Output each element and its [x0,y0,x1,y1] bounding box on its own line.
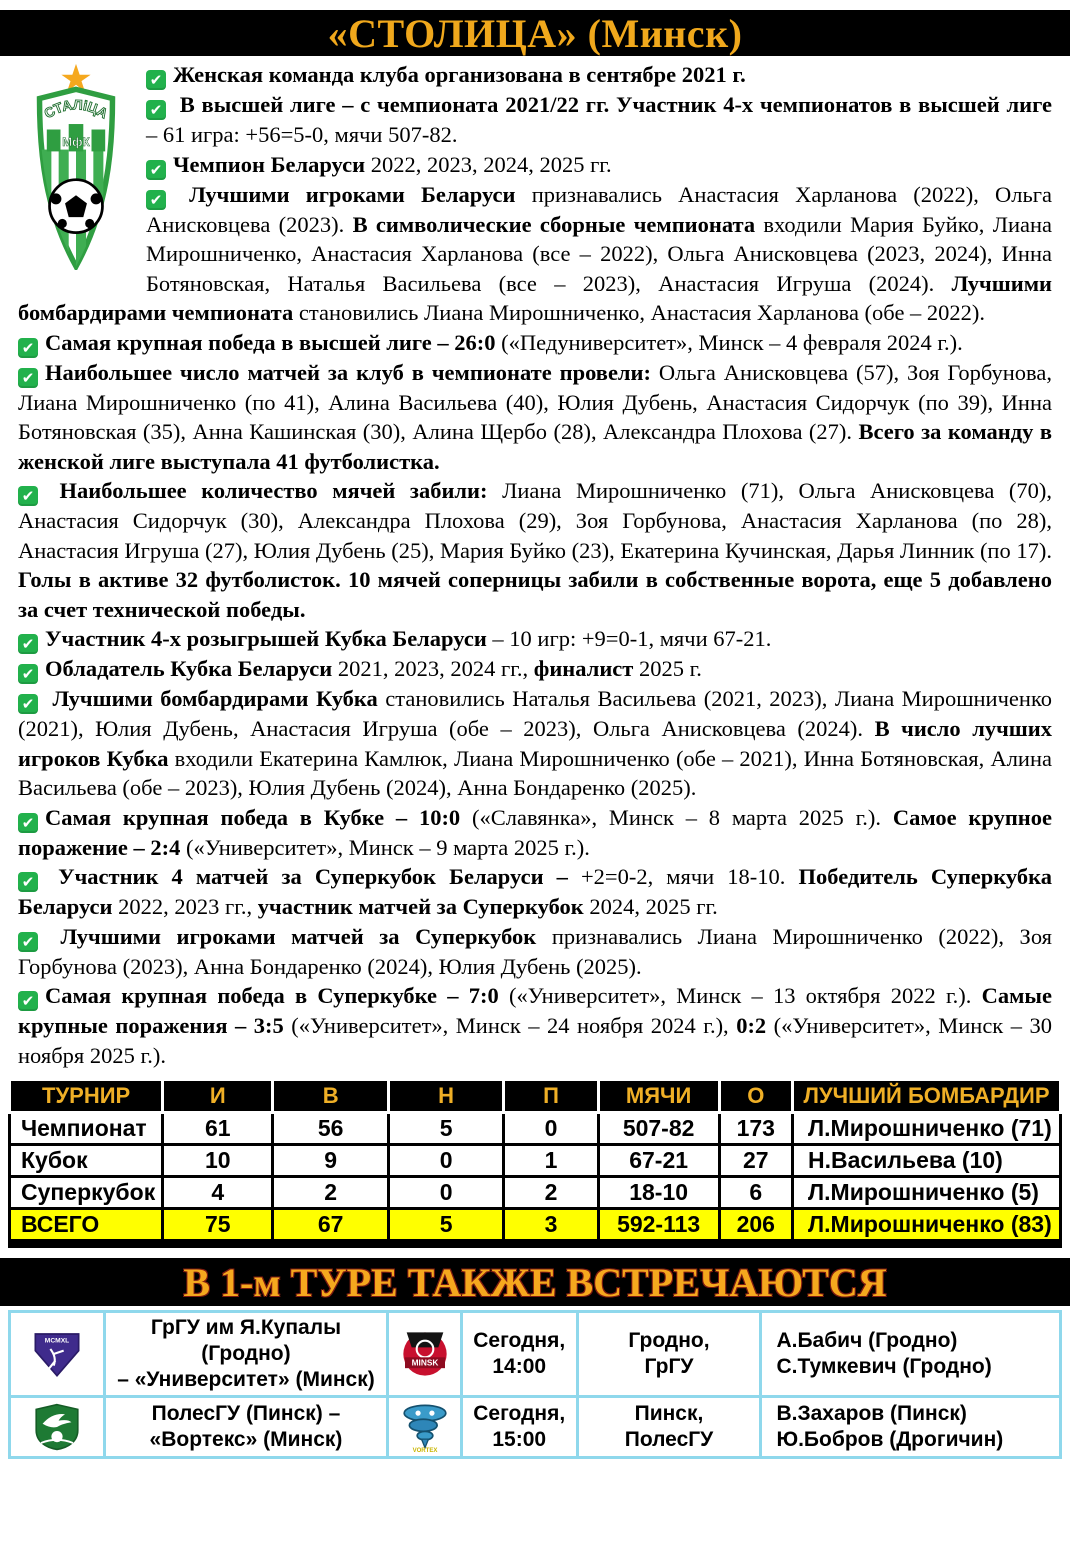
fact-paragraph [18,476,1052,624]
fixture-row [10,1397,1061,1458]
stats-cell: 27 [719,1145,793,1177]
stats-cell: Чемпионат [10,1113,163,1145]
stats-cell: 5 [388,1209,503,1244]
fact-bold-text: Лучшими игроками Беларуси [173,181,516,207]
fixture-venue: Гродно, ГрГУ [577,1312,761,1397]
stats-header-row [10,1080,1061,1113]
stats-column-header: МЯЧИ [598,1080,719,1113]
fact-bold-text: Самое крупное поражение – 2:4 [18,804,1052,860]
fixture-venue: Пинск, ПолесГУ [577,1397,761,1458]
vortex-logo [388,1397,462,1458]
stats-row [10,1177,1061,1209]
fixture-referees: А.Бабич (Гродно) С.Тумкевич (Гродно) [761,1312,1061,1397]
fact-bold-text: Обладатель Кубка Беларуси [45,656,333,681]
fact-bold-text: Лучшими бомбардирами чемпионата [18,270,1052,325]
check-icon: ✔ [146,100,166,120]
check-icon: ✔ [146,70,166,90]
fixtures-header-bar [0,1258,1070,1306]
fact-paragraph [18,358,1052,477]
fixtures-title: В 1-м ТУРЕ ТАКЖЕ ВСТРЕЧАЮТСЯ [183,1259,887,1305]
fact-text: становились Лиана Мирошниченко, Анастасия Харланова (обе – 2022). [293,300,986,325]
fact-paragraph [18,922,1052,982]
fixture-time: Сегодня, 14:00 [461,1312,577,1397]
stats-cell: 10 [163,1145,273,1177]
stats-cell: 592-113 [598,1209,719,1244]
stats-cell: 0 [388,1145,503,1177]
fact-text: 2024, 2025 гг. [583,894,718,919]
fact-text: становились Наталья Васильева (2021, 2023), Лиана Мирошниченко (2021), Юлия Дубень, Анастасия Игруша (обе – 2023), Ольга Анисковцева (2024). [18,686,1052,741]
check-icon: ✔ [18,368,38,388]
check-icon: ✔ [18,634,38,654]
stats-cell: 173 [719,1113,793,1145]
fact-text: 2021, 2023, 2024 гг., [332,656,534,681]
fact-paragraph [18,862,1052,922]
stats-row [10,1113,1061,1145]
fact-bold-text: участник матчей за Суперкубок [257,894,584,919]
fact-text: входили Мария Буйко, Лиана Мирошниченко, Анастасия Харланова (все – 2022), Ольга Анисковцева (2023, 2024), Инна Ботяновская, Наталья Васильева (все – 2023), Анастасия Игруша (2024). [146,211,1053,296]
check-icon: ✔ [146,190,166,210]
stats-cell: 0 [504,1113,598,1145]
stats-cell: 6 [719,1177,793,1209]
fact-text: 2025 г. [633,656,702,681]
fact-text: («Университет», Минск – 13 октября 2022 г.). [498,983,982,1008]
fact-text: Ольга Анисковцева (57), Зоя Горбунова, Лиана Мирошниченко (по 41), Алина Васильева (40), Юлия Дубень, Анастасия Сидорчук (по 39), Инна Ботяновская (35), Анна Кашинская (30), Алина Щербо (28), Александра Плохова (27). [18,359,1053,444]
fact-paragraph [18,60,1052,90]
stats-cell: 9 [273,1145,388,1177]
stats-cell: 75 [163,1209,273,1244]
fact-text: («Университет», Минск – 24 ноября 2024 г.), [283,1013,737,1038]
stats-cell: 3 [504,1209,598,1244]
club-crest-icon [30,62,122,270]
university-minsk-logo [388,1312,462,1397]
stats-cell: 18-10 [598,1177,719,1209]
fact-bold-text: Участник 4-х розыгрышей Кубка Беларуси [45,626,487,651]
fact-text: («Университет», Минск – 9 марта 2025 г.). [180,834,590,860]
check-icon: ✔ [18,872,38,892]
stats-cell: 56 [273,1113,388,1145]
club-logo-arc-text: СТАЛіЦА [41,97,111,122]
stats-cell: Кубок [10,1145,163,1177]
fact-paragraph [18,684,1052,803]
check-icon: ✔ [18,664,38,684]
stats-row [10,1145,1061,1177]
fact-bold-text: Лучшими игроками матчей за Суперкубок [45,923,537,949]
fact-paragraph [18,624,1052,654]
stats-column-header: И [163,1080,273,1113]
stats-cell: Л.Мирошниченко (5) [793,1177,1061,1209]
fact-bold-text: Самая крупная победа в высшей лиге – 26:0 [45,329,496,355]
check-icon: ✔ [18,338,38,358]
fixture-referees: В.Захаров (Пинск) Ю.Бобров (Дрогичин) [761,1397,1061,1458]
fact-text: – 61 игра: +56=5-0, мячи 507-82. [146,122,458,147]
club-logo-sub-text: МфК [62,134,90,149]
fact-bold-text: Самые крупные поражения – 3:5 [18,983,1052,1038]
fact-text: признавались Анастасия Харланова (2022), Ольга Анисковцева (2023). [146,181,1052,237]
fact-text: Лиана Мирошниченко (71), Ольга Анисковцева (70), Анастасия Сидорчук (30), Александра Плохова (29), Зоя Горбунова, Анастасия Харланова (по 28), Анастасия Игруша (27), Юлия Дубень (25), Мария Буйко (23), Екатерина Кучинская, Дарья Линник (по 17). [18,478,1053,563]
fact-text: 2022, 2023 гг., [112,894,258,919]
fact-bold-text: Победитель Суперкубка Беларуси [18,864,1053,919]
fact-paragraph [18,328,1052,358]
fact-text: («Университет», Минск – 30 ноября 2025 г.). [18,1013,1052,1068]
check-icon: ✔ [18,813,38,833]
stats-cell: 0 [388,1177,503,1209]
check-icon: ✔ [18,486,38,506]
stats-column-header: ЛУЧШИЙ БОМБАРДИР [793,1080,1061,1113]
fact-bold-text: Самая крупная победа в Суперкубке – 7:0 [45,983,499,1008]
club-facts-section [0,58,1070,1070]
stats-column-header: Н [388,1080,503,1113]
fact-text: 2022, 2023, 2024, 2025 гг. [365,151,612,177]
fixtures-table [8,1310,1062,1459]
stats-cell: Л.Мирошниченко (83) [793,1209,1061,1244]
club-title: «СТОЛИЦА» (Минск) [327,10,743,56]
fact-paragraph [18,90,1052,150]
svg-text:VORTEX: VORTEX [412,1448,438,1454]
fixture-match-label: ГрГУ им Я.Купалы (Гродно) – «Университет» (Минск) [104,1312,388,1397]
stats-cell: ВСЕГО [10,1209,163,1244]
fact-bold-text: Участник 4 матчей за Суперкубок Беларуси – [45,864,568,889]
fact-text: – 10 игр: +9=0-1, мячи 67-21. [486,626,772,651]
fact-bold-text: Наибольшее число матчей за клуб в чемпионате провели: [45,359,652,385]
fixture-match-label: ПолесГУ (Пинск) – «Вортекс» (Минск) [104,1397,388,1458]
fact-bold-text: Наибольшее количество мячей забили: [45,478,488,503]
grgu-kupaly-logo [10,1312,105,1397]
fact-paragraph [18,150,1052,180]
stats-column-header: О [719,1080,793,1113]
fact-bold-text: Самая крупная победа в Кубке – 10:0 [45,804,461,830]
fact-bold-text: Всего за команду в женской лиге выступала 41 футболистка. [18,419,1052,474]
svg-text:MCMXL: MCMXL [44,1337,69,1345]
stats-cell: 206 [719,1209,793,1244]
fact-paragraph [18,180,1052,328]
check-icon: ✔ [18,991,38,1011]
fact-text: входили Екатерина Камлюк, Лиана Мирошниченко (обе – 2021), Инна Ботяновская, Алина Васильева (обе – 2023), Юлия Дубень (2024), Анна Бондаренко (2025). [18,745,1052,800]
fact-bold-text: Чемпион Беларуси [173,151,366,177]
fact-text: («Педуниверситет», Минск – 4 февраля 2024 г.). [495,329,963,355]
fact-text: +2=0-2, мячи 18-10. [567,864,799,889]
stats-cell: Л.Мирошниченко (71) [793,1113,1061,1145]
polesgu-logo [10,1397,105,1458]
stats-cell: 61 [163,1113,273,1145]
check-icon: ✔ [18,694,38,714]
fact-bold-text: финалист [533,656,634,681]
stats-table [8,1078,1062,1248]
facts-list [18,60,1052,1070]
club-header-bar [0,10,1070,56]
stats-cell: 4 [163,1177,273,1209]
fixture-time: Сегодня, 15:00 [461,1397,577,1458]
fact-bold-text: 0:2 [736,1013,767,1038]
stats-cell: Суперкубок [10,1177,163,1209]
stats-cell: 2 [273,1177,388,1209]
stats-cell: 2 [504,1177,598,1209]
stats-cell: 507-82 [598,1113,719,1145]
check-icon: ✔ [146,160,166,180]
fact-bold-text: Лучшими бомбардирами Кубка [45,686,378,711]
fact-paragraph [18,803,1052,863]
page [0,10,1070,1459]
stats-cell: 67-21 [598,1145,719,1177]
fact-bold-text: В высшей лиге – с чемпионата 2021/22 гг. Участник 4-х чемпионатов в высшей лиге [173,92,1052,117]
fact-bold-text: В число лучших игроков Кубка [18,716,1052,771]
fact-paragraph [18,981,1052,1070]
stats-cell: 5 [388,1113,503,1145]
fact-bold-text: Женская команда клуба организована в сентябре 2021 г. [173,62,746,87]
stats-column-header: П [504,1080,598,1113]
fact-paragraph [18,654,1052,684]
fact-bold-text: Голы в активе 32 футболисток. 10 мячей соперницы забили в собственные ворота, еще 5 добавлено за счет технической победы. [18,567,1052,622]
fact-text: признавались Лиана Мирошниченко (2022), Зоя Горбунова (2023), Анна Бондаренко (2024), Юлия Дубень (2025). [18,923,1053,979]
stats-column-header: ТУРНИР [10,1080,163,1113]
stats-cell: Н.Васильева (10) [793,1145,1061,1177]
svg-text:MINSK: MINSK [411,1357,439,1368]
stats-column-header: В [273,1080,388,1113]
fact-bold-text: В символические сборные чемпионата [352,211,756,237]
check-icon: ✔ [18,932,38,952]
stats-total-row [10,1209,1061,1244]
stats-cell: 1 [504,1145,598,1177]
fixture-row [10,1312,1061,1397]
fact-text: («Славянка», Минск – 8 марта 2025 г.). [460,804,893,830]
stats-cell: 67 [273,1209,388,1244]
